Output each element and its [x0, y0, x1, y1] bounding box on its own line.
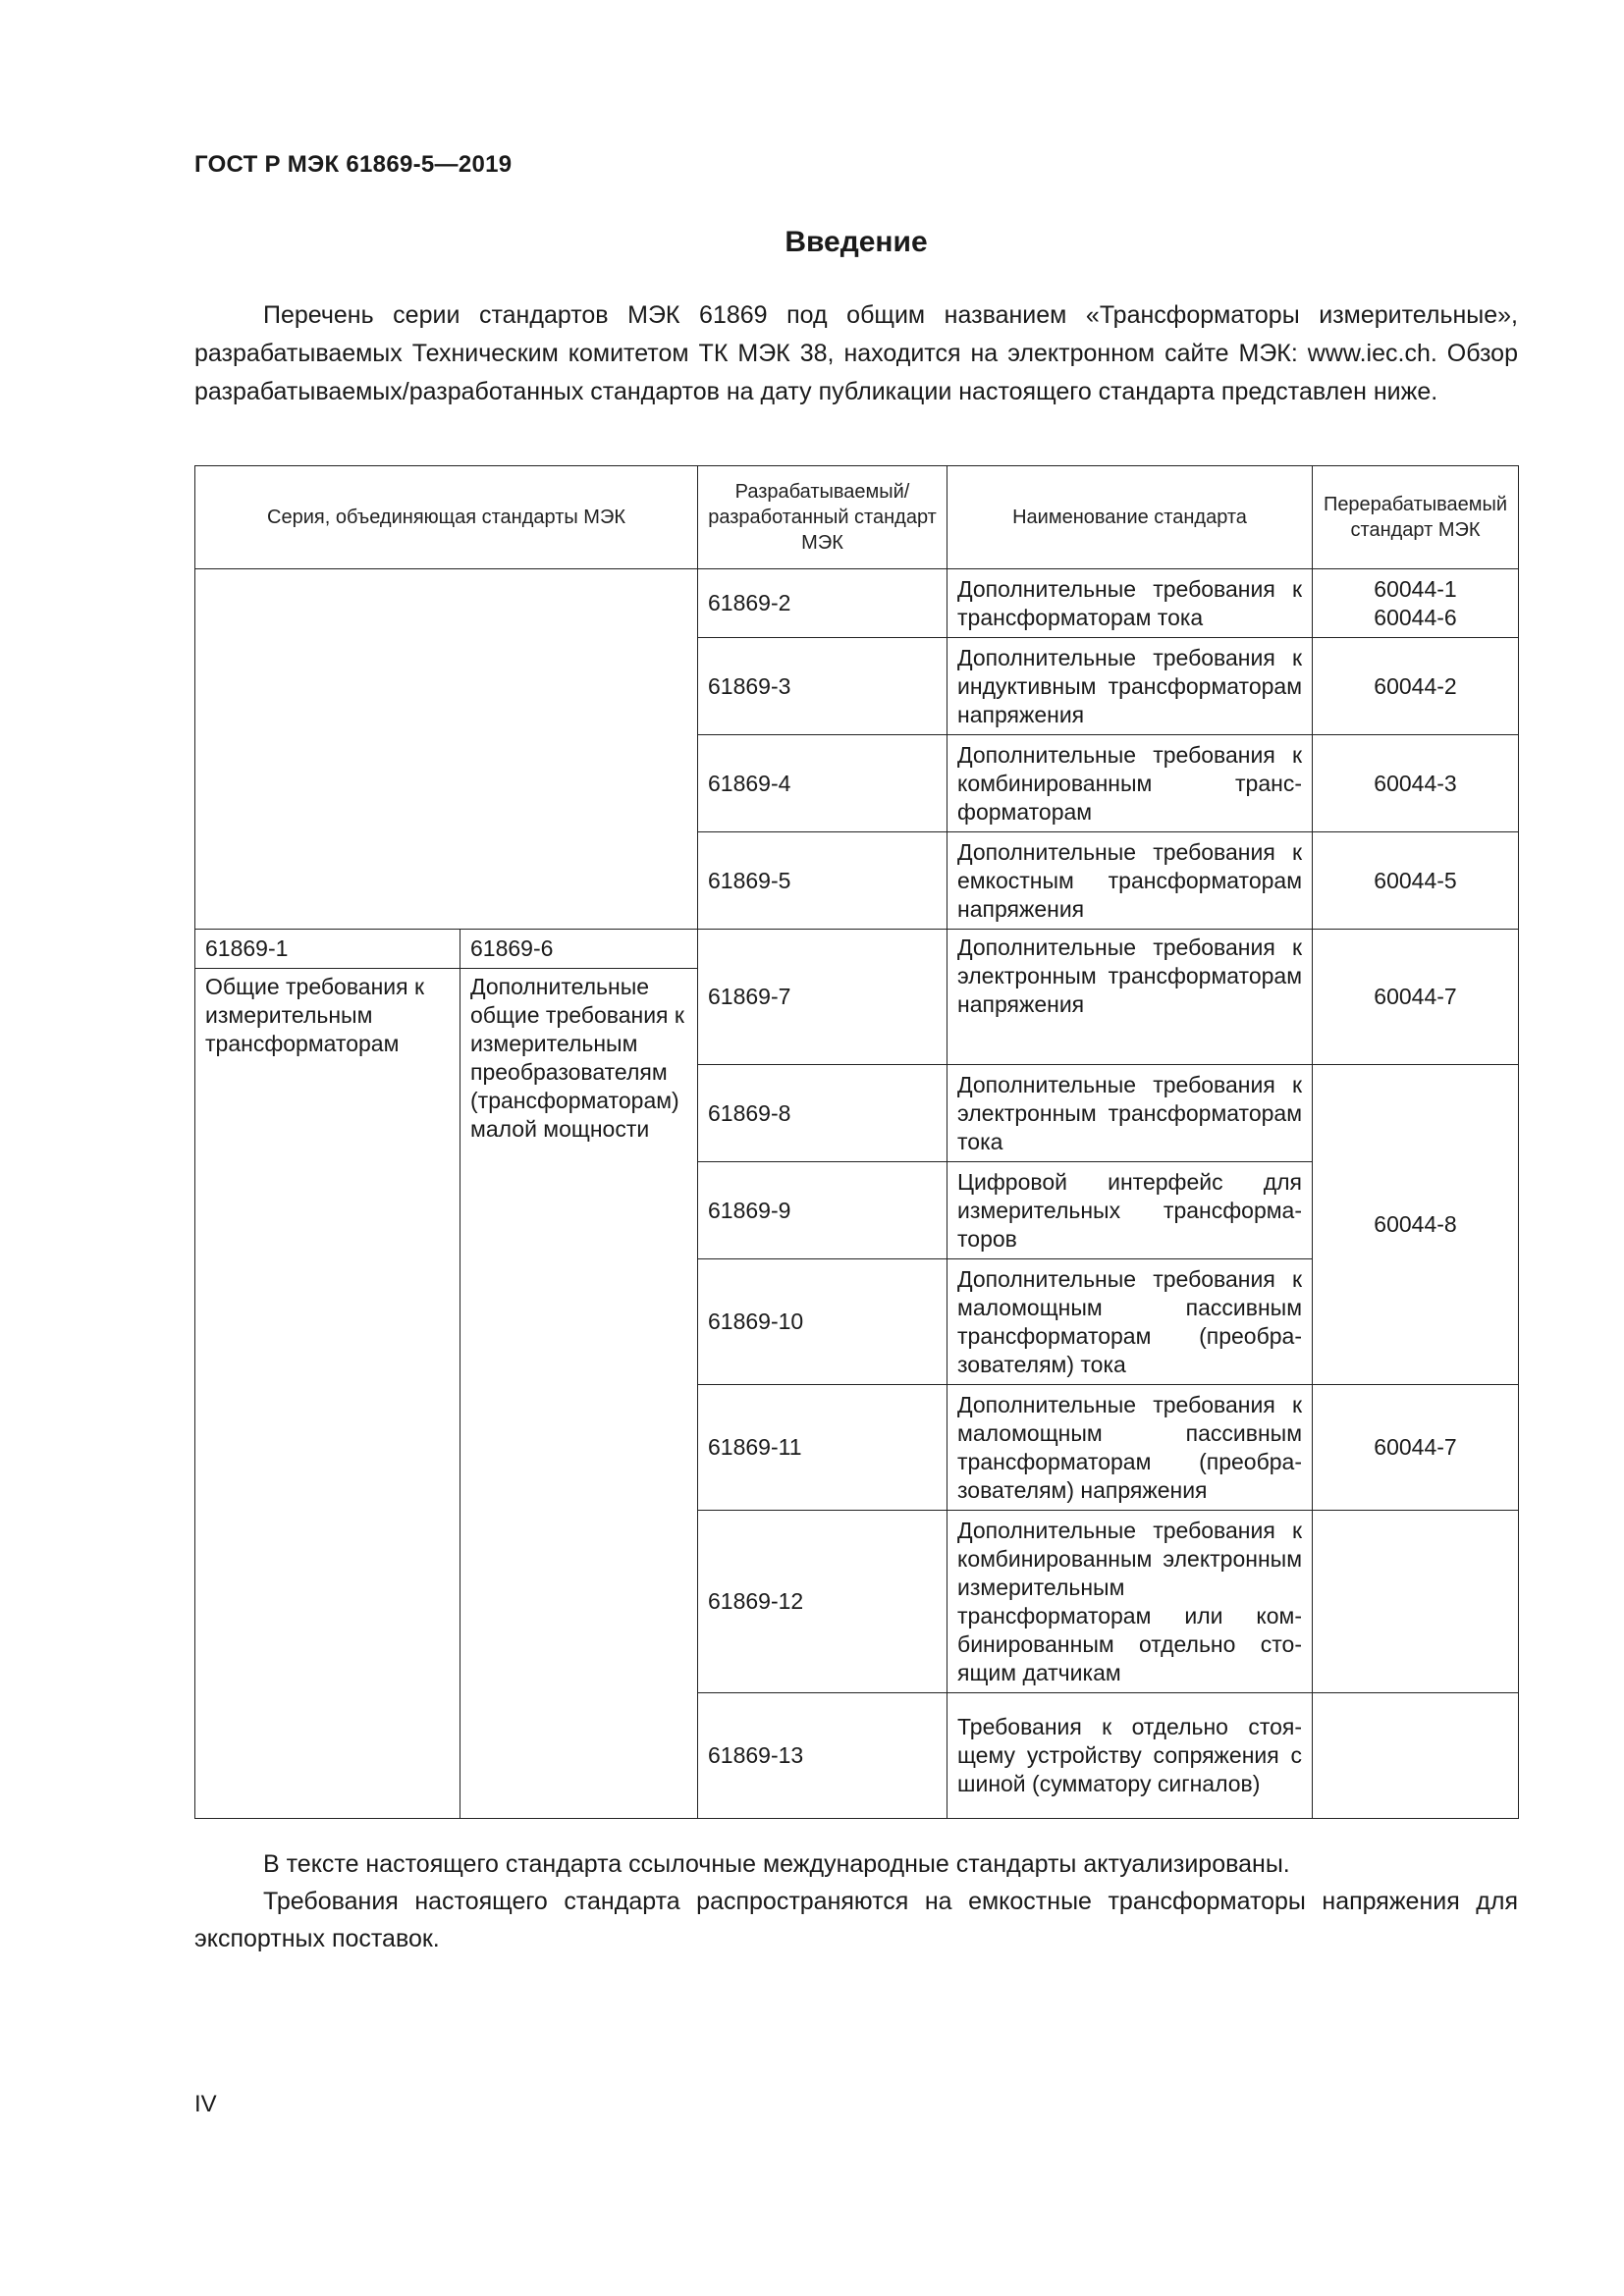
developed-code: 61869-10 — [698, 1259, 947, 1385]
header-series: Серия, объединяющая стандарты МЭК — [195, 466, 698, 569]
intro-paragraph — [194, 296, 1518, 411]
developed-code: 61869-13 — [698, 1693, 947, 1819]
developed-code: 61869-8 — [698, 1065, 947, 1162]
section-title: Введение — [785, 226, 928, 258]
standard-name: Дополнительные требования к емкостным трансформаторам напряжения — [947, 832, 1313, 930]
revised-standard — [1313, 1693, 1519, 1819]
revised-standard: 60044-3 — [1313, 735, 1519, 832]
series-code-61869-1: 61869-1 — [195, 930, 460, 969]
revised-standard-line: 60044-1 — [1374, 575, 1457, 602]
developed-code: 61869-9 — [698, 1162, 947, 1259]
standard-name: Дополнительные требования к маломощным пассивным трансформаторам (преобразователям) напряжения — [947, 1385, 1313, 1511]
closing-paragraphs — [194, 1845, 1518, 1957]
standard-name: Требования к отдельно стоящему устройству сопряжения с шиной (сумматору сигналов) — [947, 1693, 1313, 1819]
revised-standard-line: 60044-6 — [1374, 604, 1457, 630]
revised-standard: 60044-7 — [1313, 930, 1519, 1065]
standard-name: Дополнительные требования к комбинированным электронным измерительным трансформаторам или комбинированным отдельно стоящим датчикам — [947, 1511, 1313, 1693]
revised-standard — [1313, 1511, 1519, 1693]
revised-standard: 60044-7 — [1313, 1385, 1519, 1511]
standard-name: Дополнительные требования к электронным трансформаторам тока — [947, 1065, 1313, 1162]
header-revised: Перерабатываемый стандарт МЭК — [1313, 466, 1519, 569]
developed-code: 61869-7 — [698, 930, 947, 1065]
standard-name: Дополнительные требования к маломощным пассивным трансформаторам (преобразователям) тока — [947, 1259, 1313, 1385]
standard-name: Дополнительные требования к комбинированным трансформаторам — [947, 735, 1313, 832]
revised-standard: 60044-8 — [1313, 1065, 1519, 1385]
table-row — [195, 930, 1519, 969]
standards-table — [194, 465, 1519, 1819]
standard-name: Цифровой интерфейс для измерительных трансформаторов — [947, 1162, 1313, 1259]
developed-code: 61869-12 — [698, 1511, 947, 1693]
series-title-61869-6: Дополнительные общие требования к измерительным преобразователям (трансформаторам) малой мощности — [460, 969, 698, 1819]
intro-text: Перечень серии стандартов МЭК 61869 под общим названием «Трансформаторы измерительные», разрабатываемых Техническим комитетом ТК МЭК 38, находится на электронном сайте МЭК: www.iec.ch. Обзор разрабатываемых/разработанных стандартов на дату публикации настоящего стандарта представлен ниже. — [194, 301, 1518, 405]
table-row — [195, 569, 1519, 638]
series-code-61869-6: 61869-6 — [460, 930, 698, 969]
header-name: Наименование стандарта — [947, 466, 1313, 569]
closing-text: Требования настоящего стандарта распространяются на емкостные трансформаторы напряжения для экспортных поставок. — [194, 1888, 1518, 1952]
developed-code: 61869-2 — [698, 569, 947, 638]
developed-code: 61869-5 — [698, 832, 947, 930]
document-header: ГОСТ Р МЭК 61869-5—2019 — [194, 151, 513, 178]
series-title-61869-1: Общие требования к измерительным трансформаторам — [195, 969, 460, 1819]
standard-name: Дополнительные требования к индуктивным трансформаторам напряжения — [947, 638, 1313, 735]
page-number: IV — [194, 2091, 217, 2117]
standard-name: Дополнительные требования к электронным трансформаторам напряжения — [947, 930, 1313, 1065]
closing-text: В тексте настоящего стандарта ссылочные международные стандарты актуализированы. — [263, 1850, 1290, 1878]
developed-code: 61869-4 — [698, 735, 947, 832]
standard-name: Дополнительные требования к трансформаторам тока — [947, 569, 1313, 638]
empty-series-cell — [195, 569, 698, 930]
table-header-row — [195, 466, 1519, 569]
developed-code: 61869-11 — [698, 1385, 947, 1511]
header-developed: Разрабатываемый/ разработанный стандарт МЭК — [698, 466, 947, 569]
revised-standard: 60044-2 — [1313, 638, 1519, 735]
revised-standard: 60044-5 — [1313, 832, 1519, 930]
revised-standard — [1313, 569, 1519, 638]
developed-code: 61869-3 — [698, 638, 947, 735]
